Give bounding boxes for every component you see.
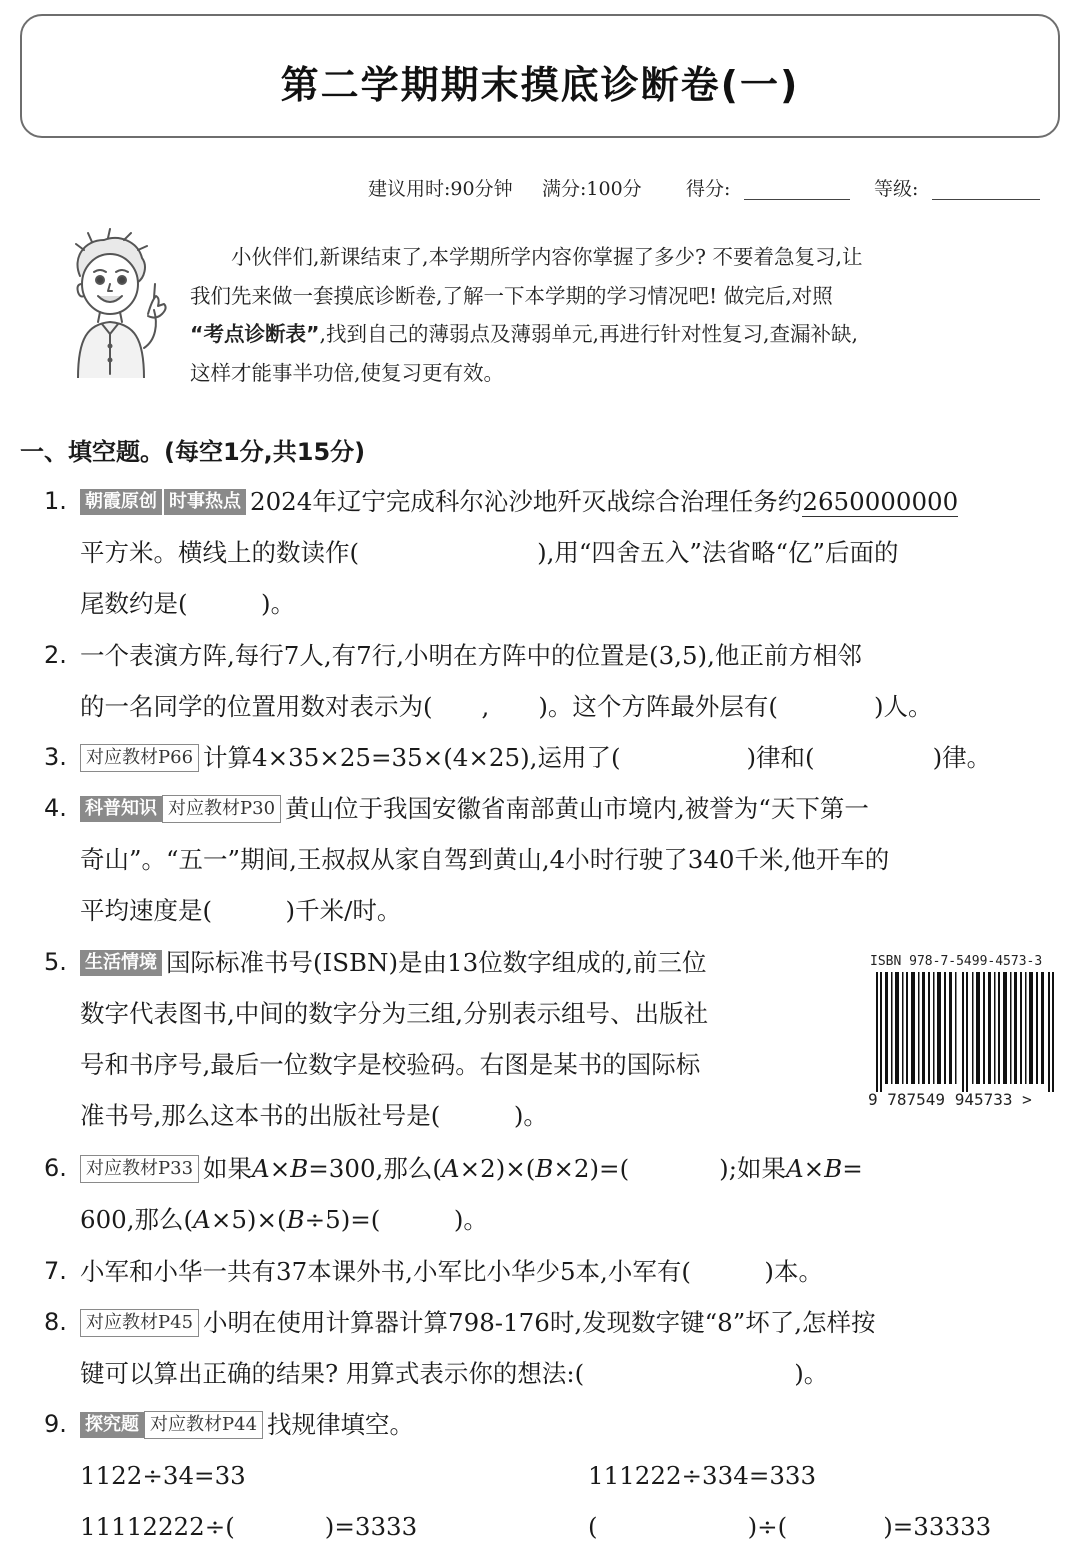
question-number: 1. bbox=[44, 487, 67, 515]
title-box bbox=[20, 14, 1060, 138]
section-heading: 一、填空题。(每空1分,共15分) bbox=[20, 438, 366, 466]
intro-line-3: “考点诊断表”,找到自己的薄弱点及薄弱单元,再进行针对性复习,查漏补缺, bbox=[190, 322, 859, 346]
question-6: 6. 对应教材P33 如果A×B=300,那么(A×2)×(B×2)=( );如果A×B= 600,那么(A×5)×(B÷5)=( )。 bbox=[44, 1154, 863, 1234]
tag-textbook: 对应教材P33 bbox=[80, 1155, 199, 1183]
grade-label: 等级: bbox=[874, 178, 919, 200]
intro-paragraph bbox=[190, 238, 1050, 392]
question-5: 5. 生活情境 国际标准书号(ISBN)是由13位数字组成的,前三位 数字代表图书,中间的数字分为三组,分别表示组号、出版社 号和书序号,最后一位数字是校验码。右图是某书的国际标 准书号,那么这本书的出版社号是( )。 bbox=[44, 948, 709, 1130]
question-7: 7. 小军和小华一共有37本课外书,小军比小华少5本,小军有( )本。 bbox=[44, 1257, 823, 1286]
question-9: 9. 探究题 对应教材P44 找规律填空。 1122÷34=33 111222÷334=333 11112222÷( )=3333 ( )÷( )=33333 bbox=[0, 1399, 1080, 1552]
page-title: 第二学期期末摸底诊断卷(一) bbox=[280, 63, 800, 107]
question-4: 4. 科普知识 对应教材P30 黄山位于我国安徽省南部黄山市境内,被誉为“天下第一 奇山”。“五一”期间,王叔叔从家自驾到黄山,4小时行驶了340千米,他开车的 平均速度是( )千米/时。 bbox=[44, 794, 890, 925]
tag-original: 朝霞原创 bbox=[80, 489, 162, 515]
pattern-row-1-right: 111222÷334=333 bbox=[588, 1461, 817, 1490]
time-label: 建议用时:90分钟 bbox=[368, 178, 513, 200]
tag-life: 生活情境 bbox=[80, 950, 162, 976]
pattern-row-1-left: 1122÷34=33 bbox=[80, 1461, 246, 1490]
tag-science: 科普知识 bbox=[80, 796, 162, 822]
full-score-label: 满分:100分 bbox=[542, 178, 642, 200]
diagnosis-table-ref: “考点诊断表” bbox=[190, 322, 320, 346]
question-2: 2. 一个表演方阵,每行7人,有7行,小明在方阵中的位置是(3,5),他正前方相邻 的一名同学的位置用数对表示为( , )。这个方阵最外层有( )人。 bbox=[44, 641, 933, 721]
pattern-row-2-left: 11112222÷( )=3333 bbox=[80, 1512, 418, 1541]
question-1: 1. 朝霞原创 时事热点 2024年辽宁完成科尔沁沙地歼灭战综合治理任务约2650000000 平方米。横线上的数读作( ),用“四舍五入”法省略“亿”后面的 尾数约是( )。 bbox=[0, 476, 1080, 632]
barcode-digits: 9 787549 945733 > bbox=[868, 1090, 1032, 1109]
tag-current-affairs: 时事热点 bbox=[162, 489, 246, 515]
exam-meta bbox=[360, 172, 1060, 204]
pattern-row-2-right: ( )÷( )=33333 bbox=[588, 1512, 992, 1541]
tag-textbook: 对应教材P44 bbox=[144, 1411, 263, 1439]
tag-explore: 探究题 bbox=[80, 1412, 144, 1438]
intro-line-4: 这样才能事半功倍,使复习更有效。 bbox=[190, 360, 505, 385]
grade-blank[interactable] bbox=[932, 198, 1040, 200]
tag-textbook: 对应教材P66 bbox=[80, 744, 199, 772]
underlined-number: 2650000000 bbox=[802, 487, 959, 516]
score-label: 得分: bbox=[686, 178, 731, 200]
tag-textbook: 对应教材P45 bbox=[80, 1309, 199, 1337]
score-blank[interactable] bbox=[744, 198, 850, 200]
intro-line-2: 我们先来做一套摸底诊断卷,了解一下本学期的学习情况吧! 做完后,对照 bbox=[190, 283, 833, 308]
tag-textbook: 对应教材P30 bbox=[162, 795, 281, 823]
barcode-image bbox=[872, 972, 1062, 1092]
question-3: 3. 对应教材P66 计算4×35×25=35×(4×25),运用了( )律和( )律。 bbox=[44, 743, 992, 772]
boy-illustration bbox=[58, 228, 170, 378]
intro-line-1: 小伙伴们,新课结束了,本学期所学内容你掌握了多少? 不要着急复习,让 bbox=[231, 245, 863, 269]
question-8: 8. 对应教材P45 小明在使用计算器计算798-176时,发现数字键“8”坏了,怎样按 键可以算出正确的结果? 用算式表示你的想法:( )。 bbox=[44, 1308, 876, 1388]
isbn-text: ISBN 978-7-5499-4573-3 bbox=[870, 954, 1043, 969]
